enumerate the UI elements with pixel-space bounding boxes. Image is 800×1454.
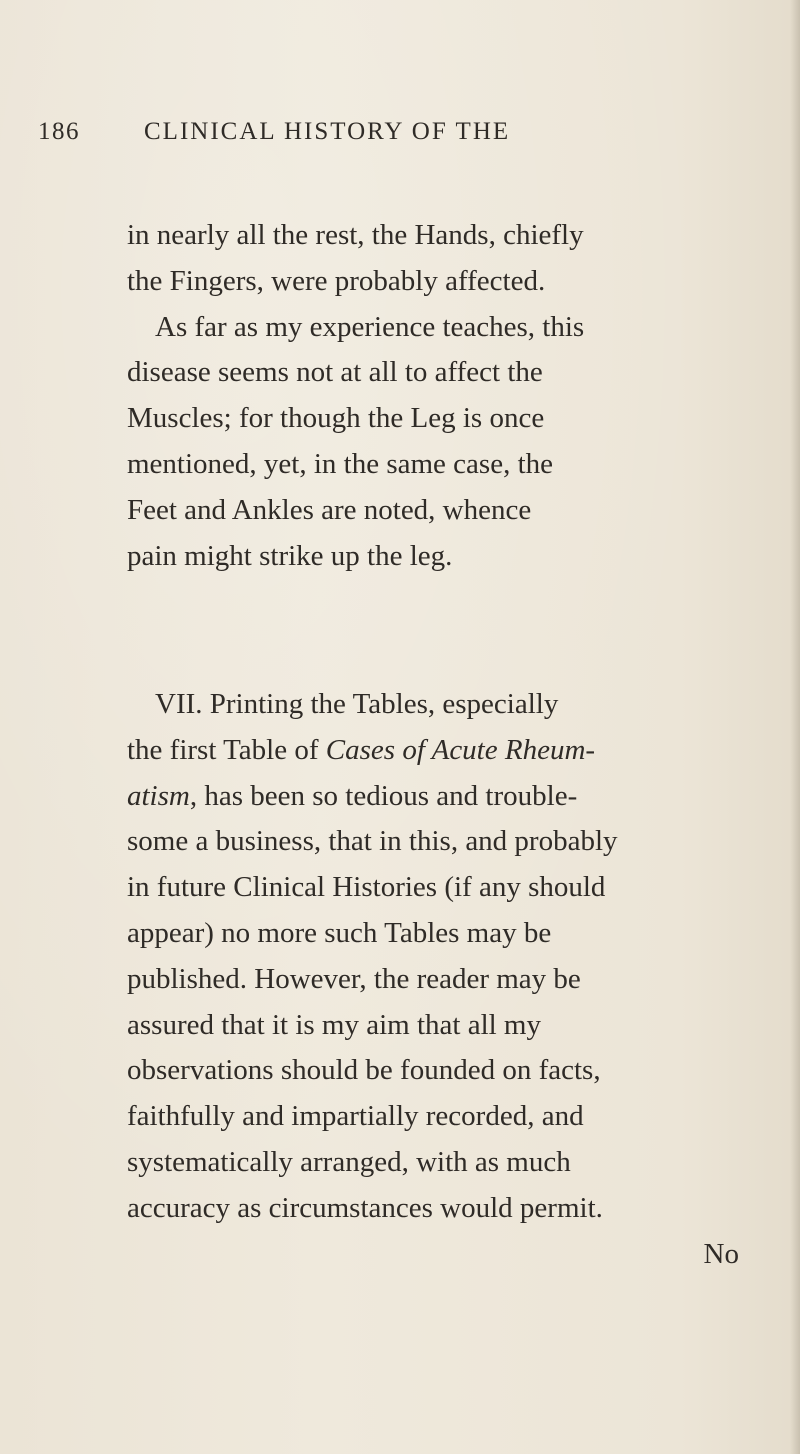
text-line: pain might strike up the leg. (127, 539, 453, 572)
text-line: in nearly all the rest, the Hands, chiefly (127, 219, 584, 251)
text-segment: the first Table of (127, 733, 326, 766)
text-line: systematically arranged, with as much (127, 1145, 571, 1178)
page-header (38, 118, 738, 158)
page-edge-shadow (790, 0, 800, 1454)
paragraph-2 (127, 682, 747, 1277)
italic-title: Cases of Acute Rheum- (325, 733, 596, 766)
text-line (127, 728, 747, 774)
running-title: CLINICAL HISTORY OF THE (144, 118, 511, 145)
text-line: the Fingers, were probably affected. (127, 264, 546, 297)
text-line: Muscles; for though the Leg is once (127, 402, 545, 435)
text-line: Feet and Ankles are noted, whence (127, 493, 532, 526)
text-line: VII. Printing the Tables, especially (155, 688, 559, 720)
text-line: in future Clinical Histories (if any should (127, 871, 606, 904)
text-line: accuracy as circumstances would permit. (127, 1191, 603, 1224)
catchword: No (703, 1237, 739, 1270)
text-line: assured that it is my aim that all my (127, 1008, 541, 1041)
text-line: disease seems not at all to affect the (127, 356, 543, 389)
text-line: some a business, that in this, and probably (127, 825, 618, 858)
text-line (127, 774, 747, 820)
text-line: observations should be founded on facts, (127, 1054, 601, 1087)
paragraph-1 (127, 213, 747, 579)
text-line: As far as my experience teaches, this (155, 310, 585, 343)
text-line: published. However, the reader may be (127, 962, 581, 995)
text-line: faithfully and impartially recorded, and (127, 1100, 584, 1133)
text-segment: , has been so tedious and trouble- (189, 779, 578, 812)
text-line: appear) no more such Tables may be (127, 916, 552, 949)
text-line: mentioned, yet, in the same case, the (127, 447, 553, 480)
page-number: 186 (38, 118, 80, 145)
italic-title: atism (127, 779, 190, 812)
